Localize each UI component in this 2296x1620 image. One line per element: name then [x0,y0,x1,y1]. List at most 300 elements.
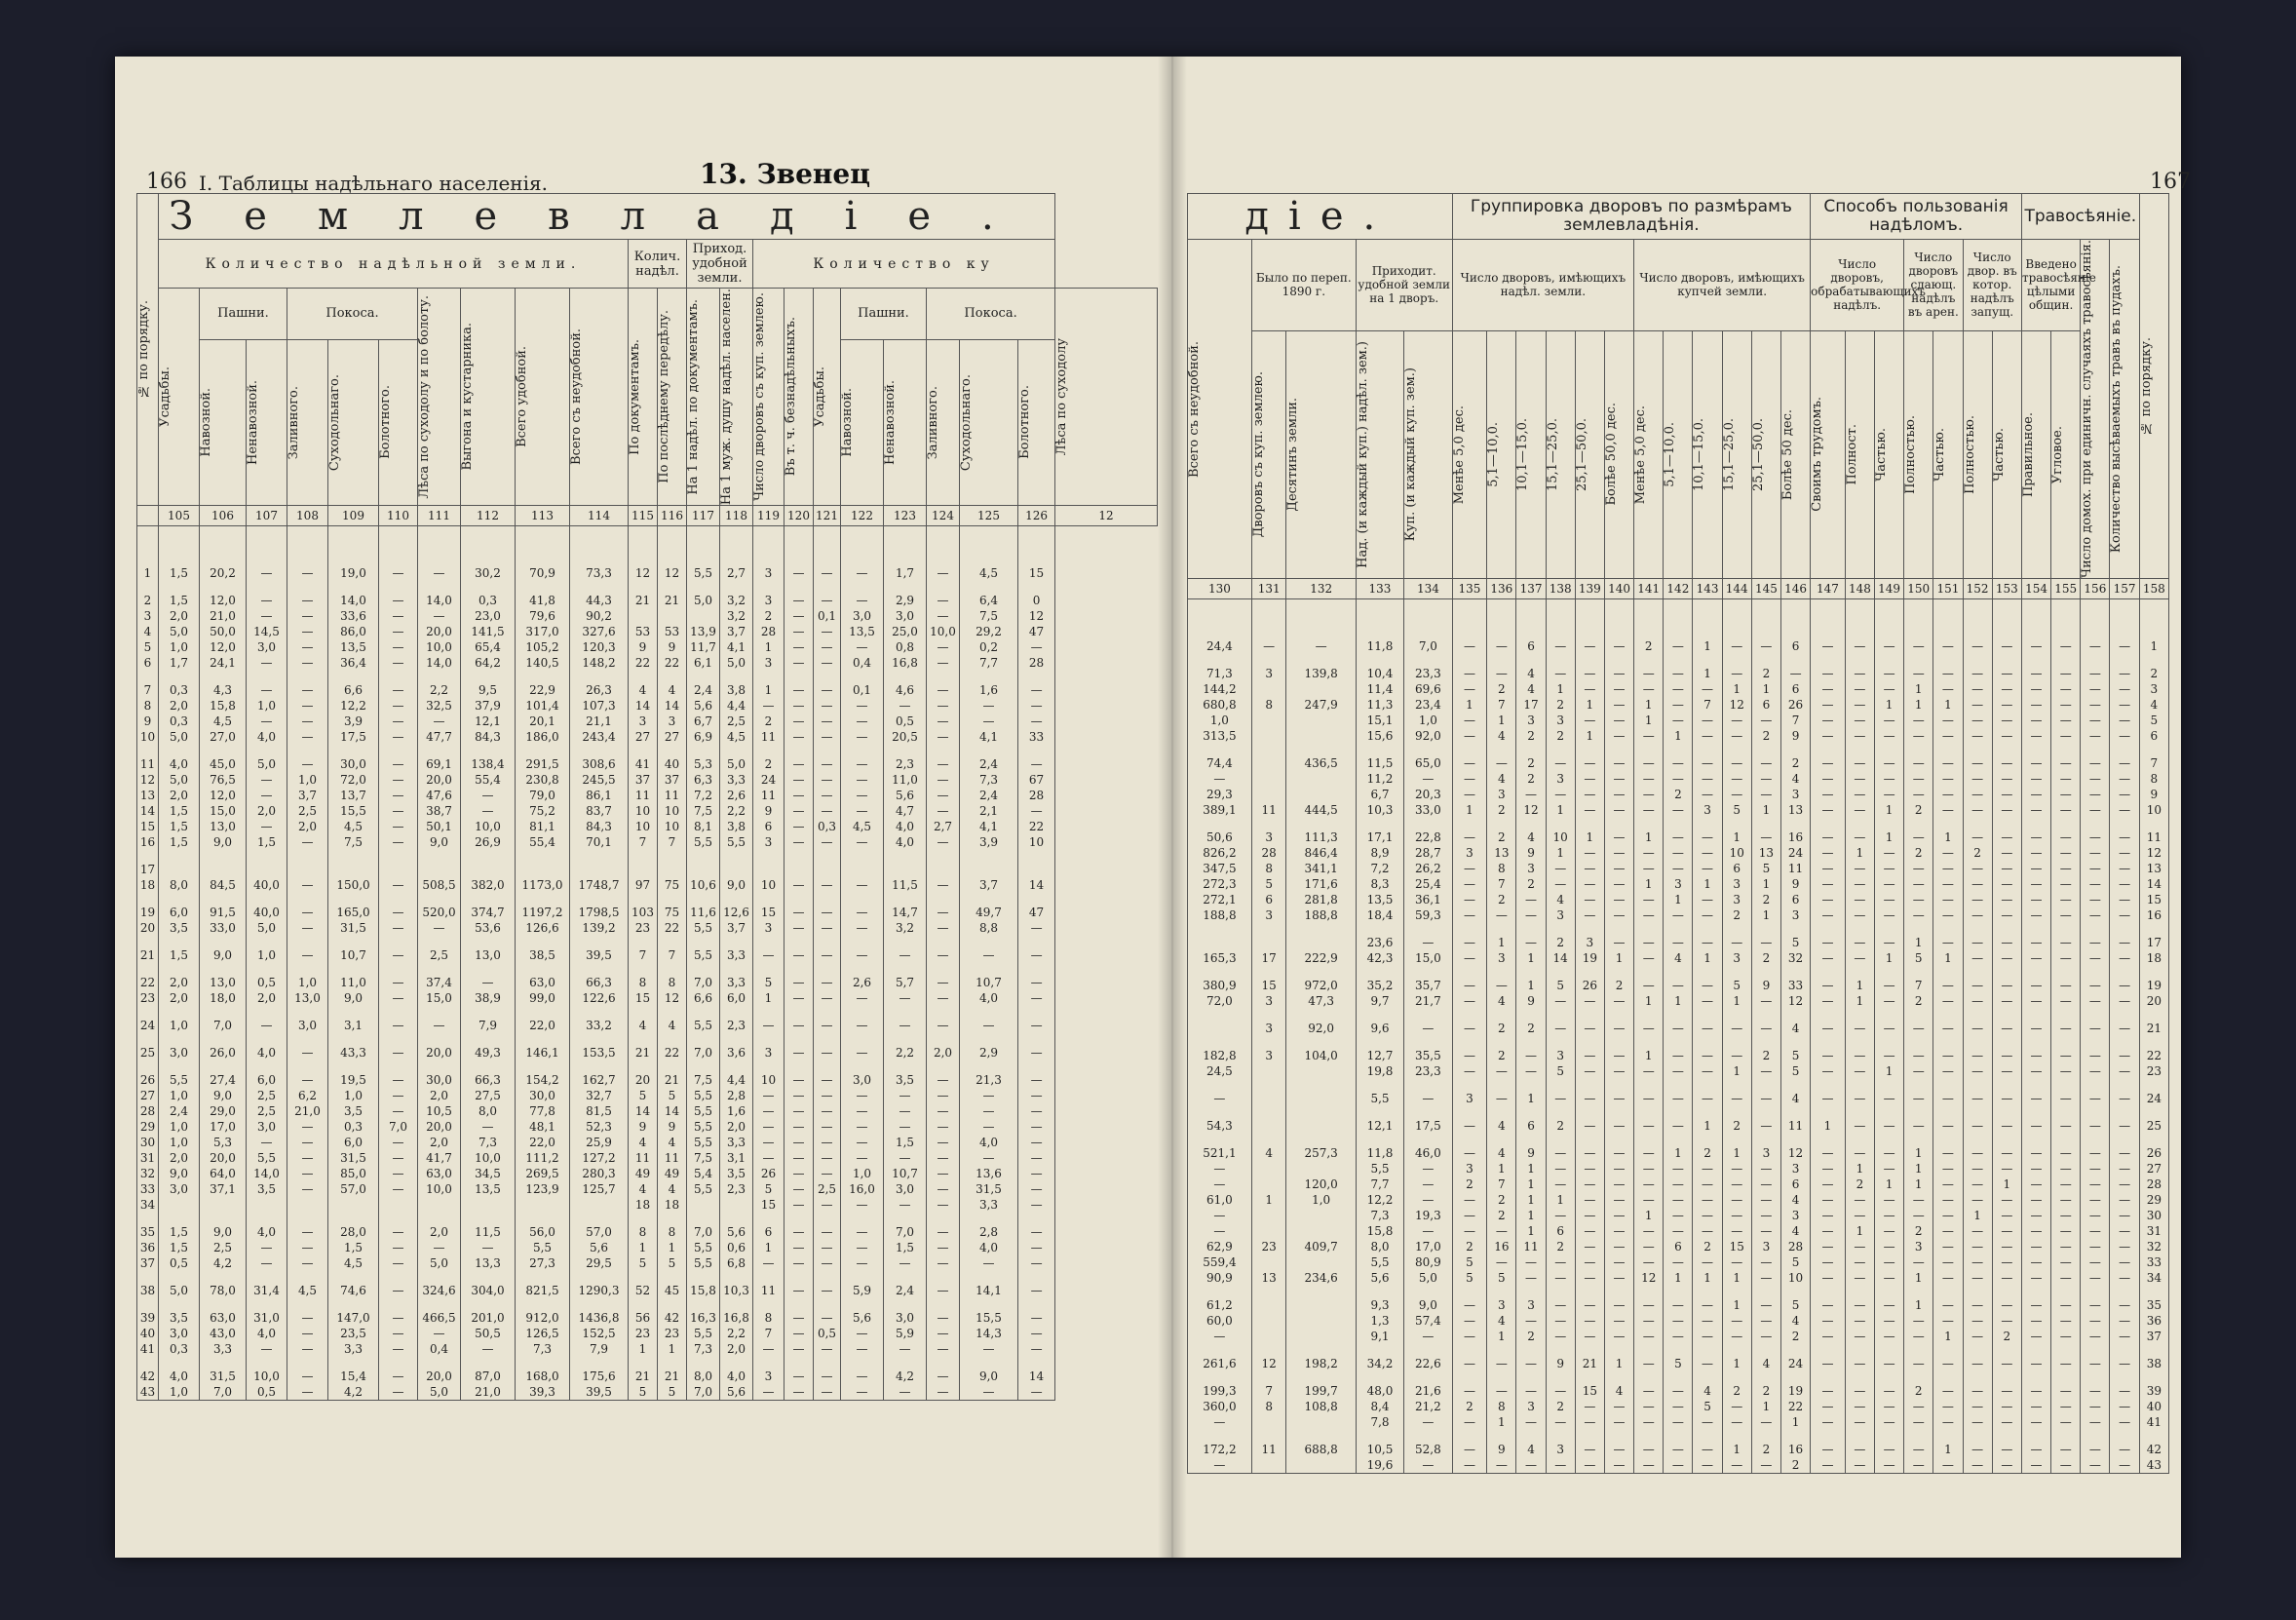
table-cell: 49 [629,1166,658,1181]
table-cell: 2,2 [720,803,753,819]
table-cell: 13,0 [461,947,516,963]
table-cell [1286,1208,1356,1223]
table-cell: 28,7 [1404,845,1452,861]
table-cell: — [1811,713,1846,728]
table-cell: 188,8 [1188,907,1252,923]
table-cell: 4 [629,682,658,698]
table-row [137,920,1158,936]
table-cell: 846,4 [1286,845,1356,861]
table-cell: — [1018,1150,1055,1166]
table-cell: — [1664,681,1693,697]
table-cell: 28 [1780,1239,1810,1254]
table-cell: — [1546,1414,1575,1430]
table-cell: — [287,877,328,893]
table-cell: — [884,1384,927,1401]
table-cell: 23,0 [461,608,516,624]
table-cell: — [2021,1442,2050,1457]
table-cell: 49 [658,1166,687,1181]
table-cell: — [927,1384,960,1401]
table-cell: 2 [1546,697,1575,713]
table-cell: 146,1 [516,1045,570,1061]
colnum-cell: 139 [1575,578,1604,598]
table-cell: 12,1 [1356,1118,1403,1134]
table-cell: 70,9 [516,565,570,581]
col-vsego-neud-r: Всего съ неудобной. [1188,240,1252,579]
table-cell: — [1604,697,1633,713]
table-cell: 14,3 [960,1326,1018,1341]
table-cell: — [1487,1457,1516,1474]
col-v-t-ch: Въ т. ч. безнадѣльныхъ. [784,289,814,506]
table-cell: 38,9 [461,990,516,1006]
table-cell: — [1845,771,1874,787]
table-cell: — [1904,1457,1933,1474]
table-cell: — [1188,1091,1252,1106]
table-row [1188,1313,2169,1329]
table-cell: 1 [1634,697,1664,713]
table-cell: — [1751,1192,1780,1208]
table-cell: 3 [753,593,784,608]
table-cell: — [287,565,328,581]
table-cell: — [814,1018,841,1033]
table-cell: 3 [1546,1442,1575,1457]
table-cell: 5 [2139,713,2168,728]
table-cell: 16 [137,834,159,850]
table-cell: 3,5 [884,1072,927,1088]
table-cell: 16 [1780,829,1810,845]
table-cell: — [1845,829,1874,845]
table-cell: 41 [629,756,658,772]
table-cell: 22 [658,920,687,936]
table-cell: 4,2 [328,1384,379,1401]
table-cell: 36 [137,1240,159,1255]
table-row [1188,1118,2169,1134]
table-cell: 11 [1251,1442,1286,1457]
table-cell: 3,0 [159,1326,200,1341]
table-cell: — [1693,907,1722,923]
table-cell: 1748,7 [570,877,629,893]
table-cell [687,1197,720,1213]
table-cell: 19 [1780,1383,1810,1399]
table-cell: — [1664,1457,1693,1474]
table-cell: — [1933,1270,1963,1286]
table-cell: — [2081,1208,2110,1223]
table-cell: 2 [1452,1176,1487,1192]
table-cell: — [1604,907,1633,923]
table-cell: 2,3 [720,1181,753,1197]
table-cell: 1 [1811,1118,1846,1134]
table-cell: 11 [1780,861,1810,876]
table-row [1188,829,2169,845]
table-cell: — [1992,1239,2021,1254]
table-cell: — [1811,681,1846,697]
table-cell: 5 [1693,1399,1722,1414]
table-cell: — [1693,1297,1722,1313]
table-cell: — [1664,1383,1693,1399]
table-cell: 26 [1575,978,1604,993]
table-cell: 27 [629,729,658,745]
table-cell: 21 [1575,1356,1604,1371]
table-cell: — [2110,1239,2139,1254]
table-cell: — [1933,935,1963,950]
table-cell [461,862,516,877]
table-cell: 8 [1487,1399,1516,1414]
table-cell: — [1874,1254,1903,1270]
table-cell: — [1933,1048,1963,1063]
table-cell: 3,0 [159,1045,200,1061]
table-cell: — [1575,1145,1604,1161]
table-row [1188,1442,2169,1457]
table-cell: 63,0 [418,1166,461,1181]
table-cell: 9 [2139,787,2168,802]
table-cell: 16,3 [687,1310,720,1326]
table-cell [1286,1118,1356,1134]
table-cell: — [1904,1208,1933,1223]
table-cell: 35,7 [1404,978,1452,993]
table-cell: — [1874,1223,1903,1239]
table-cell: 5 [1780,1063,1810,1079]
table-cell: 17,0 [200,1119,247,1135]
table-cell: — [1963,713,1992,728]
table-cell: 5 [1780,1048,1810,1063]
colnum-cell: 136 [1487,578,1516,598]
table-cell: 71,3 [1188,666,1252,681]
table-cell: — [2110,1399,2139,1414]
table-cell: — [1992,1192,2021,1208]
table-cell: — [1634,1223,1664,1239]
table-cell: 33 [1780,978,1810,993]
table-cell: 10,0 [418,1181,461,1197]
table-cell: 4,1 [960,729,1018,745]
table-cell: 3,6 [720,1045,753,1061]
table-cell: — [1874,1383,1903,1399]
table-cell: 382,0 [461,877,516,893]
table-row [137,1045,1158,1061]
table-cell: 2,5 [814,1181,841,1197]
table-cell: 15,4 [328,1369,379,1384]
table-cell: 13,5 [1356,892,1403,907]
table-cell: 444,5 [1286,802,1356,818]
table-cell: 7,5 [328,834,379,850]
table-cell: — [1722,935,1751,950]
table-cell: 2 [1722,1118,1751,1134]
table-cell: — [1845,697,1874,713]
table-cell: — [1845,861,1874,876]
table-cell: 521,1 [1188,1145,1252,1161]
table-cell: — [1693,771,1722,787]
table-row [137,565,1158,581]
big-title-cont: дiе. [1188,194,1453,240]
table-cell: — [2081,713,2110,728]
table-row [137,990,1158,1006]
table-cell: 38,5 [516,947,570,963]
table-cell: — [784,655,814,671]
table-cell: — [247,788,287,803]
col-polnost2: Полностью. [1904,330,1933,578]
table-cell: 42 [137,1369,159,1384]
table-cell: — [1811,829,1846,845]
table-cell: 3 [1546,907,1575,923]
table-cell: — [1904,861,1933,876]
table-cell: 15 [1018,565,1055,581]
table-cell: 5 [629,1088,658,1103]
table-cell: 6 [1516,638,1546,654]
table-cell: — [247,682,287,698]
table-cell: 31,4 [247,1283,287,1298]
table-cell: — [1575,1118,1604,1134]
table-cell: 5 [137,639,159,655]
table-cell: 5,4 [687,1166,720,1181]
table-cell: 3,3 [960,1197,1018,1213]
table-cell: — [2051,1270,2081,1286]
table-cell: 22 [2139,1048,2168,1063]
table-cell: 7 [2139,755,2168,771]
table-cell: — [841,1135,884,1150]
table-cell: 5,5 [720,834,753,850]
table-cell [1251,681,1286,697]
table-cell: — [841,905,884,920]
table-cell: 24,4 [1188,638,1252,654]
table-cell: 222,9 [1286,950,1356,966]
table-cell: 36,4 [328,655,379,671]
table-cell: — [1992,1091,2021,1106]
right-page-number: 167 [2150,170,2191,194]
table-cell: — [1452,638,1487,654]
table-cell: — [1634,1254,1664,1270]
table-cell: 45,0 [200,756,247,772]
table-cell: 78,0 [200,1283,247,1298]
table-cell: 4 [658,1135,687,1150]
table-cell: — [784,1326,814,1341]
table-cell: — [1693,1442,1722,1457]
table-cell: — [1664,1161,1693,1176]
table-cell: 35,5 [1404,1048,1452,1063]
table-cell: — [784,1072,814,1088]
table-cell: 2 [1516,771,1546,787]
table-cell: — [1874,1329,1903,1344]
table-cell: — [2051,829,2081,845]
table-cell: 6,3 [687,772,720,788]
table-cell: — [814,1072,841,1088]
table-row [1188,755,2169,771]
table-cell: — [2021,935,2050,950]
table-cell: — [1751,1313,1780,1329]
table-cell: — [2081,978,2110,993]
table-cell: — [1963,802,1992,818]
table-cell: 9 [1780,728,1810,744]
table-cell: 30 [2139,1208,2168,1223]
table-cell: 5,0 [1404,1270,1452,1286]
table-cell: — [1693,1021,1722,1036]
table-cell: 7,3 [960,772,1018,788]
table-cell: 2,5 [247,1103,287,1119]
table-cell: 7 [1693,697,1722,713]
table-cell: 5,0 [159,729,200,745]
colnum-cell: 142 [1664,578,1693,598]
table-cell: 23,3 [1404,1063,1452,1079]
table-cell: — [418,1018,461,1033]
table-cell: — [1604,1145,1633,1161]
table-cell: 4,2 [884,1369,927,1384]
table-cell: 1 [658,1341,687,1357]
table-cell: — [1811,1021,1846,1036]
table-cell: 1 [1722,829,1751,845]
table-cell: — [784,624,814,639]
table-cell [328,1197,379,1213]
table-cell: — [2081,1399,2110,1414]
table-cell: 3 [1546,771,1575,787]
table-cell: — [1634,1176,1664,1192]
table-cell: — [841,756,884,772]
table-cell: 73,3 [570,565,629,581]
left-page [115,57,1158,1558]
table-cell: — [1634,861,1664,876]
table-cell: — [1693,1223,1722,1239]
col-chastyu3: Частью. [1992,330,2021,578]
table-row [1188,728,2169,744]
col-zalivnogo2: Заливного. [927,339,960,505]
table-cell: — [1575,755,1604,771]
table-cell: — [1604,1208,1633,1223]
table-cell: 1,0 [247,698,287,714]
table-cell: 172,2 [1188,1442,1252,1457]
table-cell: — [1487,638,1516,654]
table-cell: — [1845,935,1874,950]
table-cell: 5,5 [687,1119,720,1135]
table-cell: — [1933,681,1963,697]
table-cell: 1,6 [960,682,1018,698]
table-cell: 1 [1487,935,1516,950]
colnum-cell: 146 [1780,578,1810,598]
table-cell: — [1811,1063,1846,1079]
table-cell: — [1452,1414,1487,1430]
table-cell: 1 [1634,1048,1664,1063]
table-cell: 12 [1634,1270,1664,1286]
table-cell [1251,1313,1286,1329]
table-cell: 39,5 [570,947,629,963]
table-cell: 7,0 [687,1045,720,1061]
colnum-cell: 123 [884,506,927,526]
table-cell: 317,0 [516,624,570,639]
table-cell: 0,4 [841,655,884,671]
table-cell: — [1811,1399,1846,1414]
table-cell: 10 [629,819,658,834]
table-cell: 280,3 [570,1166,629,1181]
table-row [137,1135,1158,1150]
table-row [137,608,1158,624]
table-cell: 27,3 [516,1255,570,1271]
table-cell: 16,8 [884,655,927,671]
table-cell: 5 [1780,1254,1810,1270]
table-cell: 4 [2139,697,2168,713]
col-vygona: Выгона и кустарника. [461,289,516,506]
table-cell: — [247,1255,287,1271]
table-cell: — [1575,1208,1604,1223]
table-cell: 12 [629,565,658,581]
table-row [137,1283,1158,1298]
table-cell: — [1751,713,1780,728]
table-cell: 4 [1780,1313,1810,1329]
table-cell: — [1634,1313,1664,1329]
table-cell: — [2110,1176,2139,1192]
table-cell: 3 [1516,1297,1546,1313]
table-cell: 5,6 [1356,1270,1403,1286]
table-cell: — [2021,1383,2050,1399]
colnum-cell: 115 [629,506,658,526]
table-cell: 1798,5 [570,905,629,920]
table-cell: — [841,1150,884,1166]
table-cell: — [1018,1072,1055,1088]
table-cell: — [1963,950,1992,966]
table-cell: — [1693,1091,1722,1106]
table-cell: 86,0 [328,624,379,639]
table-cell: — [2021,1270,2050,1286]
table-cell: 4 [658,682,687,698]
table-cell: — [1018,1197,1055,1213]
table-cell [927,862,960,877]
table-cell: 3 [1487,950,1516,966]
table-cell: 14 [2139,876,2168,892]
table-cell: — [1963,1239,1992,1254]
table-cell: 2,0 [159,788,200,803]
table-cell: — [1845,1297,1874,1313]
table-cell: — [1963,1313,1992,1329]
table-cell [1251,771,1286,787]
table-cell: — [1664,1048,1693,1063]
table-cell: 1 [1575,829,1604,845]
table-cell: — [841,1119,884,1135]
table-cell: — [927,639,960,655]
table-cell: 2,2 [884,1045,927,1061]
table-cell: 5,0 [418,1255,461,1271]
table-cell: 4,0 [884,819,927,834]
table-cell: 4 [1487,728,1516,744]
table-cell: — [1664,666,1693,681]
table-cell: 1 [1751,1399,1780,1414]
table-cell: — [753,1255,784,1271]
colnum-cell: 145 [1751,578,1780,598]
table-cell: — [379,920,418,936]
table-cell: — [1874,1208,1903,1223]
table-cell: 2,0 [720,1119,753,1135]
table-cell [1251,1091,1286,1106]
table-cell: — [1664,1313,1693,1329]
table-cell: 3 [1516,1399,1546,1414]
table-cell: 5,5 [1356,1161,1403,1176]
table-cell: — [1874,892,1903,907]
table-cell: — [287,593,328,608]
col-na-1-dusha: На 1 надѣл. по документамъ. [687,289,720,506]
table-cell: 13 [1487,845,1516,861]
colnum-cell: 152 [1963,578,1992,598]
table-cell: 559,4 [1188,1254,1252,1270]
table-cell: — [2021,713,2050,728]
table-cell: — [2051,1118,2081,1134]
table-cell: 7,2 [1356,861,1403,876]
table-cell: 1 [1904,697,1933,713]
table-cell: 1 [1845,978,1874,993]
table-cell: 1 [1904,1270,1933,1286]
table-cell: — [418,565,461,581]
table-cell: — [1634,1145,1664,1161]
table-cell: — [927,1341,960,1357]
table-cell: — [960,1119,1018,1135]
table-cell: — [2051,1399,2081,1414]
table-cell: 3 [1780,787,1810,802]
table-cell: 34 [137,1197,159,1213]
table-cell: — [1933,1399,1963,1414]
table-cell: 2,0 [247,803,287,819]
table-cell: 10,7 [884,1166,927,1181]
